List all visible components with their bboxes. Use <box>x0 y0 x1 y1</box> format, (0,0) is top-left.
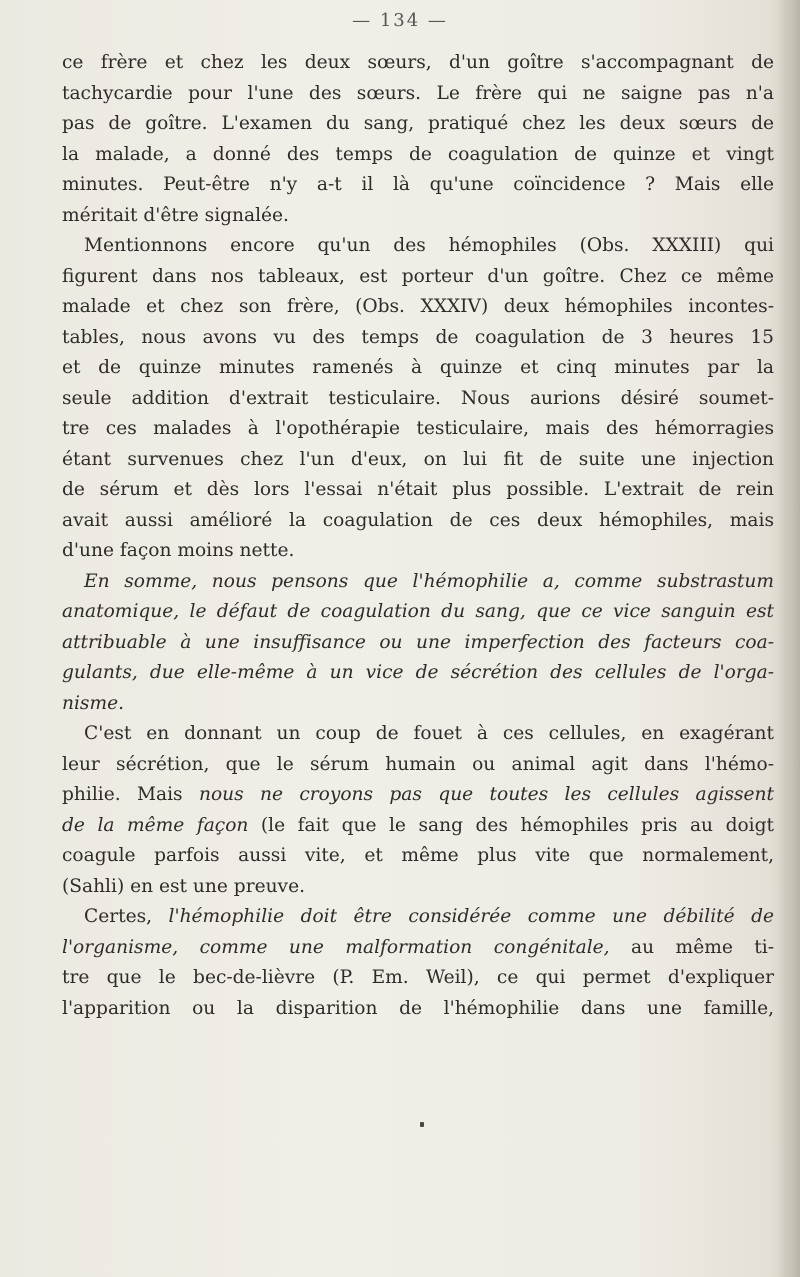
text-line: méritait d'être signalée. <box>62 204 289 226</box>
text-line: attribuable à une insuffisance ou une imperfection des facteurs coa- <box>62 631 774 653</box>
text-segment: Certes, <box>84 906 169 927</box>
text-segment: philie. Mais <box>62 784 199 805</box>
text-line: étant survenues chez l'un d'eux, on lui fit de suite une injection <box>62 448 774 470</box>
text-line: tables, nous avons vu des temps de coagulation de 3 heures 15 <box>62 326 774 348</box>
text-line: l'apparition ou la disparition de l'hémophilie dans une famille, <box>62 997 774 1019</box>
text-line: pas de goître. L'examen du sang, pratiqué chez les deux sœurs de <box>62 113 774 134</box>
italic-text: de la même façon <box>62 814 261 836</box>
text-line: la malade, a donné des temps de coagulation de quinze et vingt <box>62 143 774 165</box>
text-line: anatomique, le défaut de coagulation du sang, que ce vice sanguin est <box>62 601 774 622</box>
text-segment: (le fait que le sang des hémophiles pris au doigt <box>260 814 774 836</box>
text-line <box>62 811 774 842</box>
page-number: — 134 — <box>352 10 448 31</box>
italic-text: l'organisme, comme une malformation congénitale, <box>62 936 610 958</box>
text-line: minutes. Peut-être n'y a-t il là qu'une coïncidence ? Mais elle <box>62 174 774 195</box>
italic-text: nous ne croyons pas que toutes les cellules agissent <box>198 784 774 805</box>
text-line: ce frère et chez les deux sœurs, d'un goître s'accompagnant de <box>62 52 774 73</box>
text-segment: au même ti- <box>609 936 774 958</box>
text-line: gulants, due elle-même à un vice de sécrétion des cellules de l'orga- <box>62 662 774 683</box>
text-line: seule addition d'extrait testiculaire. Nous aurions désiré soumet- <box>62 387 774 409</box>
text-line <box>62 780 774 811</box>
text-line: de sérum et dès lors l'essai n'était plus possible. L'extrait de rein <box>62 479 774 500</box>
text-line: Mentionnons encore qu'un des hémophiles (Obs. XXXIII) qui <box>84 235 774 256</box>
text-line <box>62 902 774 933</box>
text-line: leur sécrétion, que le sérum humain ou animal agit dans l'hémo- <box>62 753 774 775</box>
text-line: En somme, nous pensons que l'hémophilie a, comme substrastum <box>84 570 774 592</box>
text-line: coagule parfois aussi vite, et même plus vite que normalement, <box>62 845 774 866</box>
ink-mark <box>420 1122 424 1127</box>
text-line: tre ces malades à l'opothérapie testiculaire, mais des hémorragies <box>62 418 774 439</box>
page-edge-shadow <box>778 0 800 1277</box>
text-line: et de quinze minutes ramenés à quinze et cinq minutes par la <box>62 357 774 378</box>
text-line: (Sahli) en est une preuve. <box>62 875 305 897</box>
text-line <box>62 933 774 964</box>
text-line: d'une façon moins nette. <box>62 540 295 561</box>
text-line: avait aussi amélioré la coagulation de ces deux hémophiles, mais <box>62 509 774 531</box>
text-line: malade et chez son frère, (Obs. XXXIV) deux hémophiles incontes- <box>62 296 774 317</box>
text-line: tre que le bec-de-lièvre (P. Em. Weil), ce qui permet d'expliquer <box>62 967 774 988</box>
body-text <box>62 48 774 1024</box>
text-line: nisme. <box>62 692 125 714</box>
italic-text: l'hémophilie doit être considérée comme une débilité de <box>168 906 774 927</box>
text-line: figurent dans nos tableaux, est porteur d'un goître. Chez ce même <box>62 265 774 287</box>
text-line: tachycardie pour l'une des sœurs. Le frère qui ne saigne pas n'a <box>62 82 774 104</box>
text-line: C'est en donnant un coup de fouet à ces cellules, en exagérant <box>84 723 774 744</box>
